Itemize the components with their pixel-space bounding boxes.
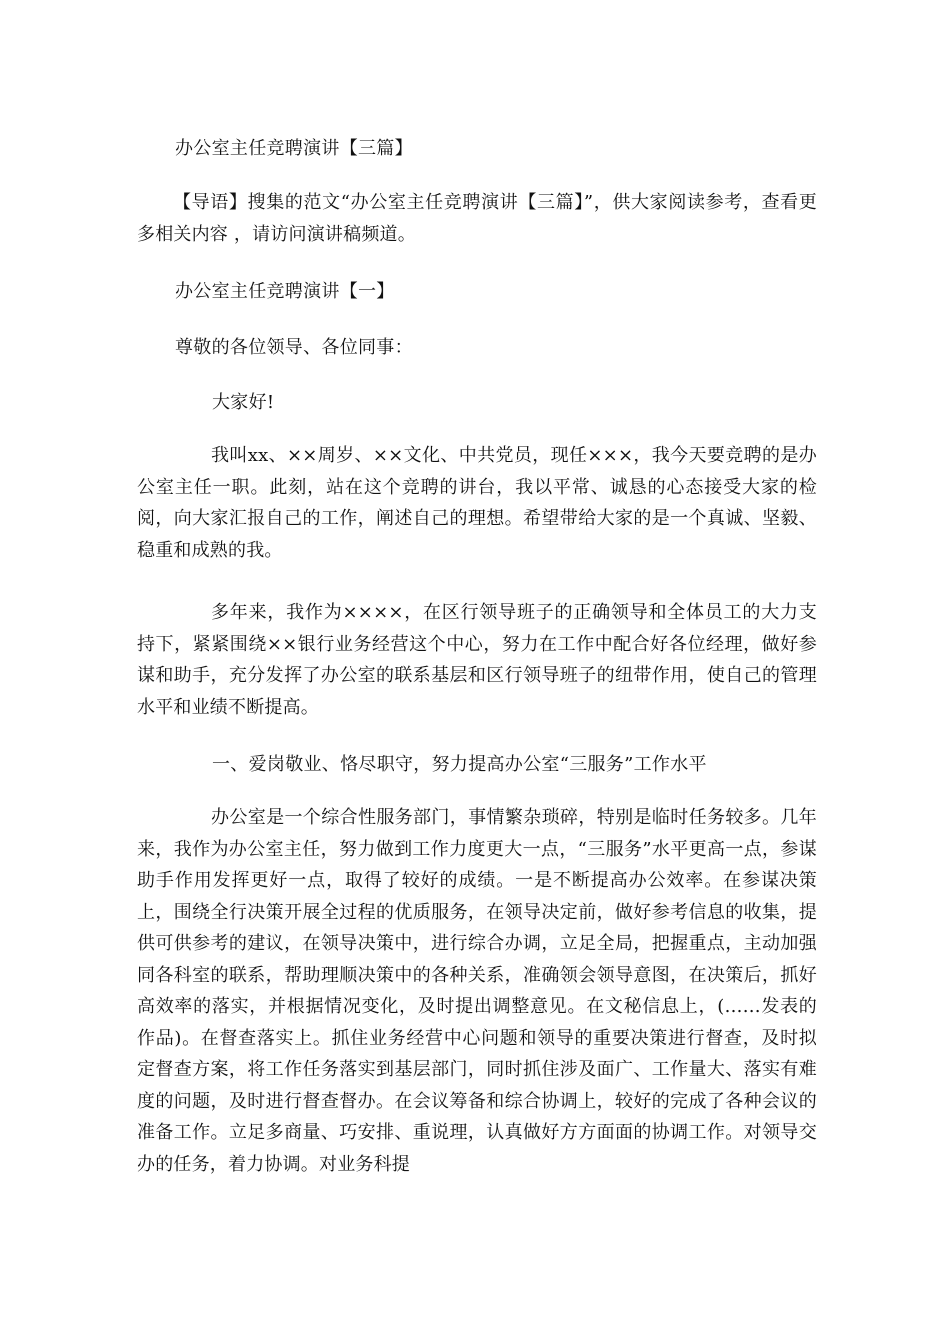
greeting: 大家好! xyxy=(212,392,275,413)
document-title: 办公室主任竞聘演讲【三篇】 xyxy=(175,138,413,159)
paragraph-self-introduction: 我叫xx、××周岁、××文化、中共党员，现任×××，我今天要竞聘的是办公室主任一职。此刻，站在这个竞聘的讲台，我以平常、诚恳的心态接受大家的检阅，向大家汇报自己的工作，阐述自己的理想。希望带给大家的是一个真诚、坚毅、稳重和成熟的我。 xyxy=(137,445,817,561)
intro-paragraph: 【导语】搜集的范文“办公室主任竞聘演讲【三篇】”，供大家阅读参考，查看更多相关内容 ，请访问演讲稿频道。 xyxy=(137,192,817,245)
section-title: 办公室主任竞聘演讲【一】 xyxy=(175,281,395,302)
paragraph-work-summary: 多年来，我作为××××，在区行领导班子的正确领导和全体员工的大力支持下，紧紧围绕××银行业务经营这个中心，努力在工作中配合好各位经理，做好参谋和助手，充分发挥了办公室的联系基层和区行领导班子的纽带作用，使自己的管理水平和业绩不断提高。 xyxy=(137,602,817,718)
salutation: 尊敬的各位领导、各位同事： xyxy=(175,337,413,358)
paragraph-office-service: 办公室是一个综合性服务部门，事情繁杂琐碎，特别是临时任务较多。几年来，我作为办公室主任，努力做到工作力度更大一点，“三服务”水平更高一点，参谋助手作用发挥更好一点，取得了较好的成绩。一是不断提高办公效率。在参谋决策上，围绕全行决策开展全过程的优质服务，在领导决定前，做好参考信息的收集，提供可供参考的建议，在领导决策中，进行综合办调，立足全局，把握重点，主动加强同各科室的联系，帮助理顺决策中的各种关系，准确领会领导意图，在决策后，抓好高效率的落实，并根据情况变化，及时提出调整意见。在文秘信息上，(……发表的作品)。在督查落实上。抓住业务经营中心问题和领导的重要决策进行督查，及时拟定督查方案，将工作任务落实到基层部门，同时抓住涉及面广、工作量大、落实有难度的问题，及时进行督查督办。在会议筹备和综合协调上，较好的完成了各种会议的准备工作。立足多商量、巧安排、重说理，认真做好方方面面的协调工作。对领导交办的任务，着力协调。对业务科提 xyxy=(137,807,817,1175)
section-heading: 一、爱岗敬业、恪尽职守，努力提高办公室“三服务”工作水平 xyxy=(212,754,707,775)
